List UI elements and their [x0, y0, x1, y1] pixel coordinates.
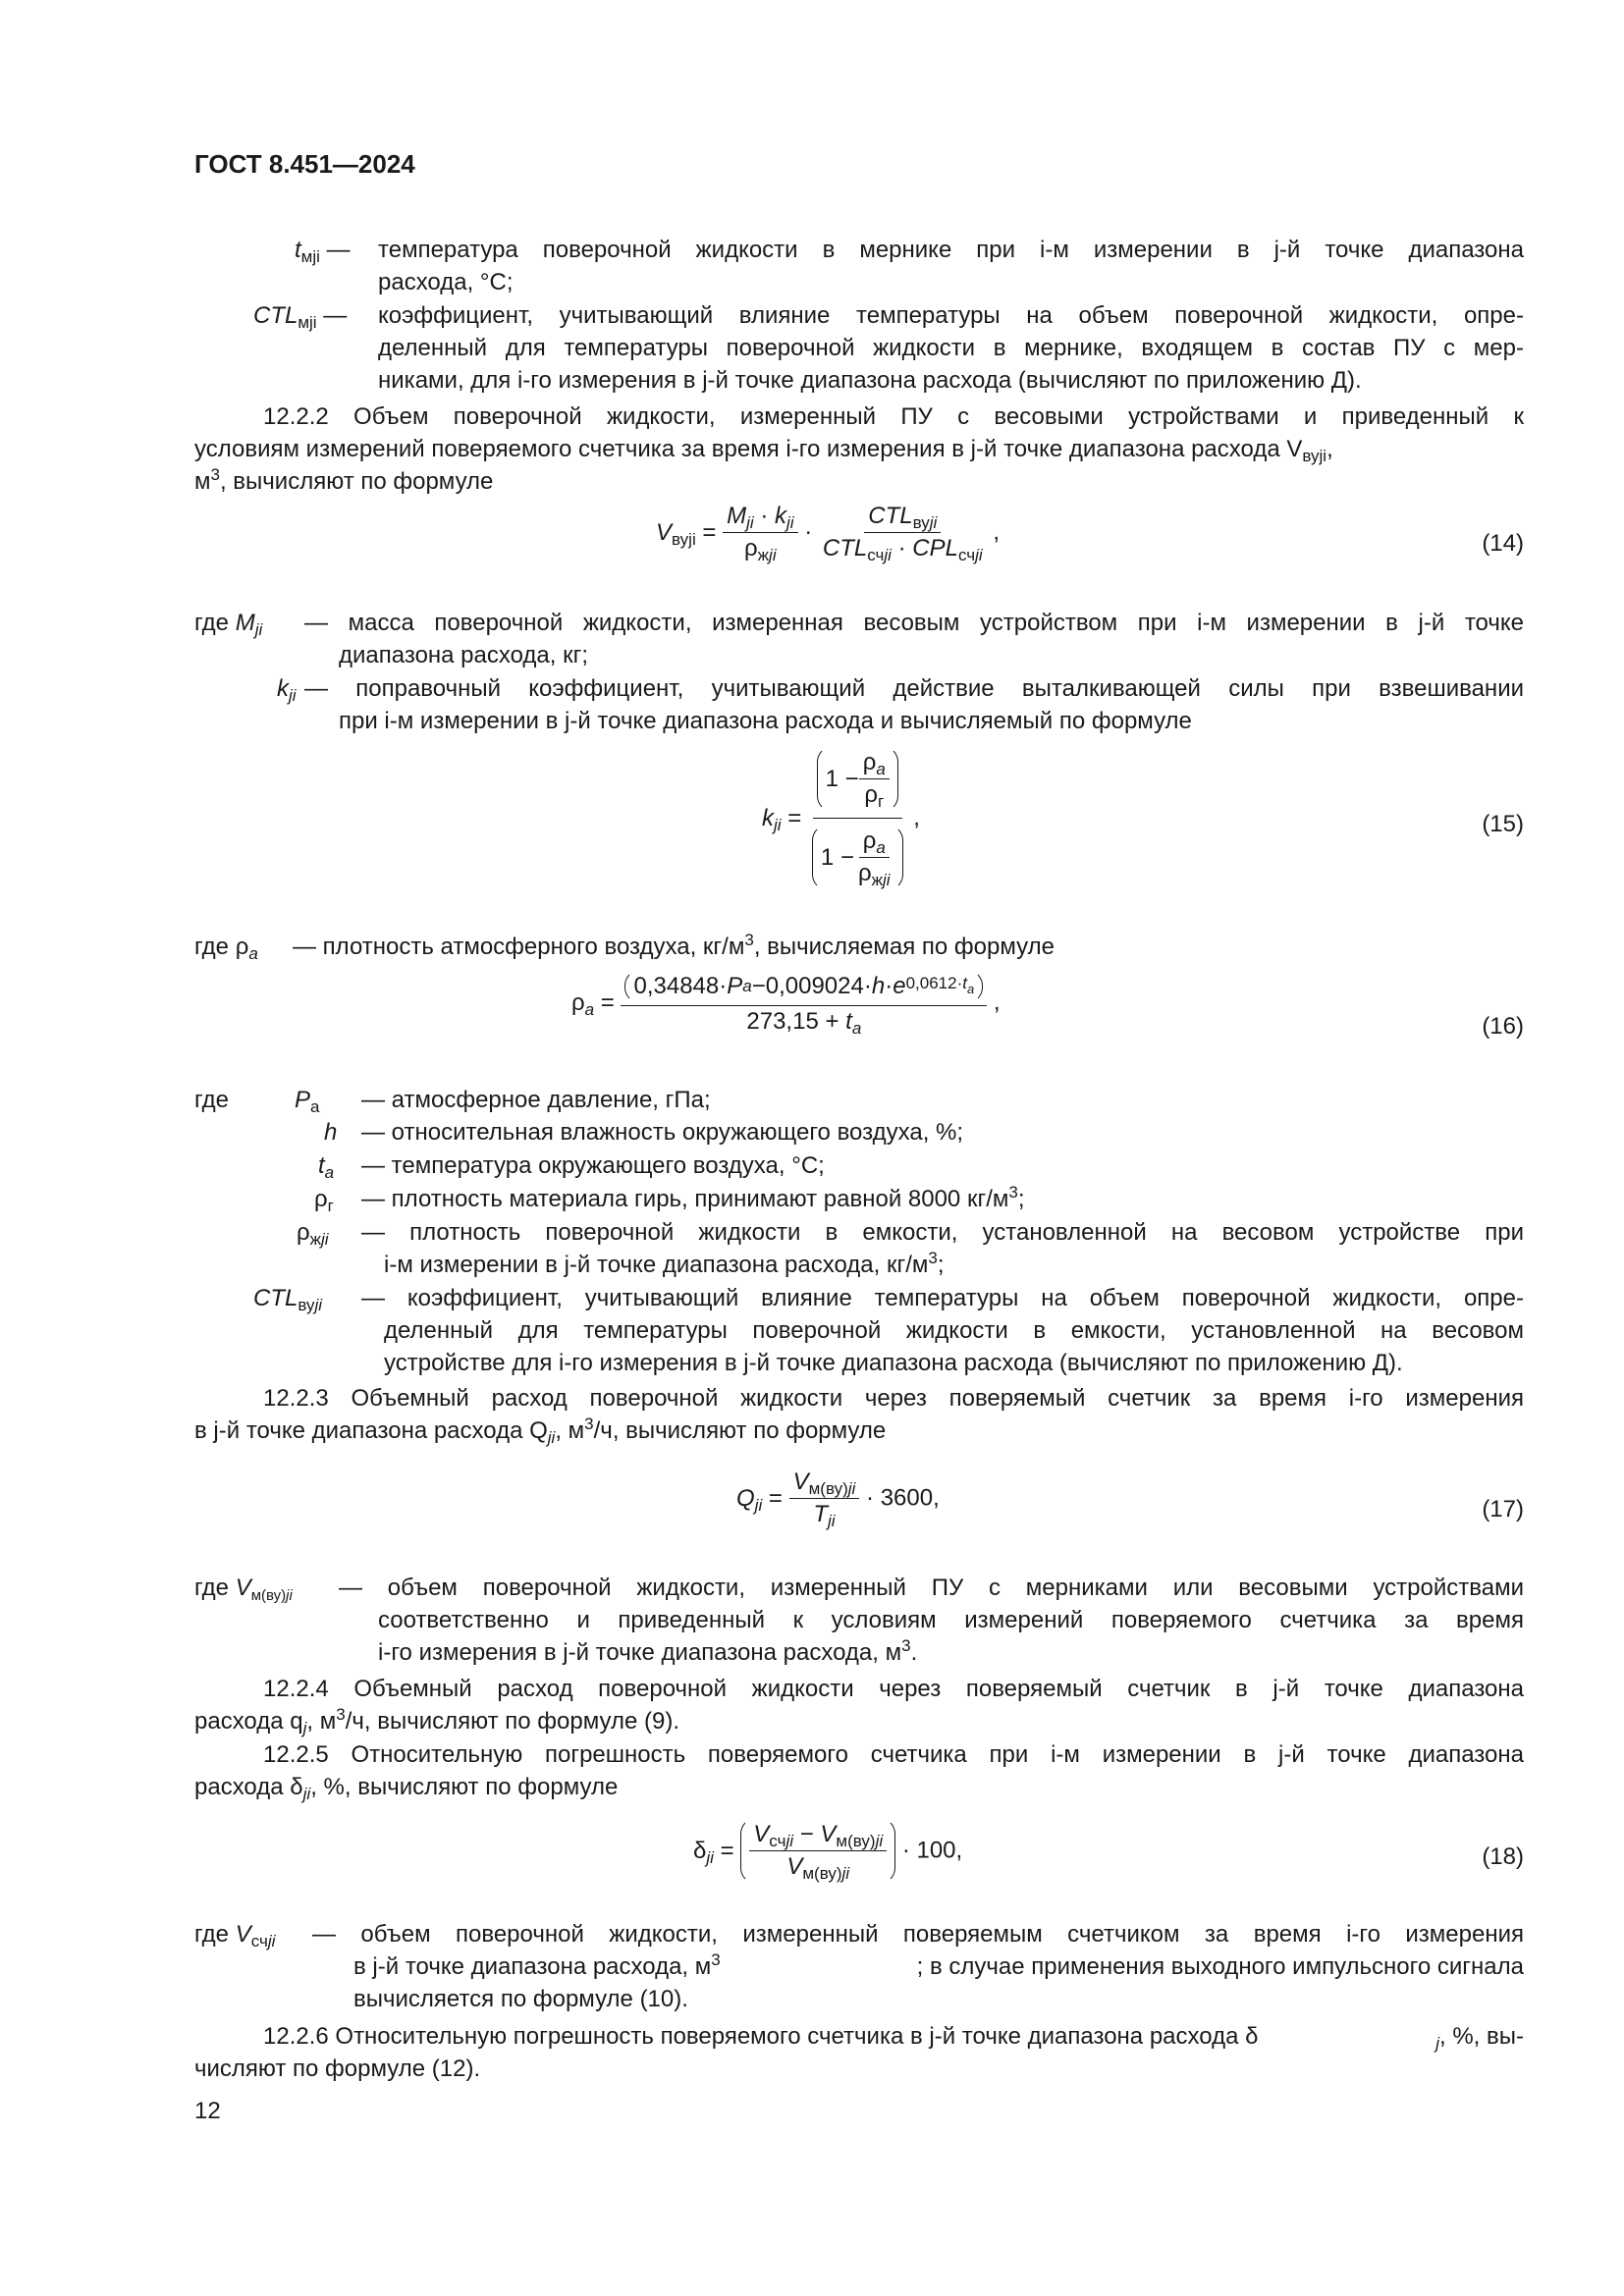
def-text: вычисляется по формуле (10). [353, 1986, 688, 2012]
def-text: — масса поверочной жидкости, измеренная весовым устройством при i-м измерении в j-й точке [304, 610, 1524, 636]
paragraph-12-2-3: 12.2.3 Объемный расход поверочной жидкости через поверяемый счетчик за время i-го измерения [263, 1385, 1524, 1412]
paragraph-12-2-2-line3: $м^3$, вычисляют по формуле [194, 465, 494, 495]
def-text: устройстве для i-го измерения в j-й точке диапазона расхода (вычисляют по приложению Д). [384, 1350, 1403, 1376]
def-symbol-k-ji: $k_{ji}$ [277, 675, 297, 705]
def-text: расхода, °С; [378, 269, 514, 295]
def-text: — коэффициент, учитывающий влияние температуры на объем поверочной жидкости, опре- [361, 1285, 1524, 1311]
formula-17: $Q_{ji}$ = $\frac{V_{м(ву)ji}}{T_{ji}}$ · 3600, [736, 1468, 940, 1530]
paragraph-12-2-6: 12.2.6 Относительную погрешность поверяемого счетчика в j-й точке диапазона расхода δ $_j$, %, вы- [263, 2023, 1524, 2053]
paragraph-12-2-2-line2: условиям измерений поверяемого счетчика за время i-го измерения в j-й точке диапазона расхода $V_{вуji}$, [194, 436, 1333, 465]
def-text: i-го измерения в j-й точке диапазона расхода, $м^3$. [378, 1636, 918, 1666]
equation-number-14: (14) [1482, 530, 1524, 557]
def-text: — объем поверочной жидкости, измеренный поверяемым счетчиком за время i-го измерения [312, 1921, 1524, 1948]
def-text: — атмосферное давление, гПа; [361, 1087, 711, 1113]
def-text: — поправочный коэффициент, учитывающий действие выталкивающей силы при взвешивании [304, 675, 1524, 702]
def-text: коэффициент, учитывающий влияние температуры на объем поверочной жидкости, опре- [378, 302, 1524, 329]
formula-16: $\rho_a$ = 0,34848 · P a − 0,009024 · h · e $0,0612\cdot t_a$ $273,15 + t_a$ , [571, 970, 1001, 1036]
equation-number-18: (18) [1482, 1843, 1524, 1870]
def-symbol-rho-g: $\rho_г$ [314, 1186, 334, 1215]
def-text: — относительная влажность окружающего воздуха, %; [361, 1119, 964, 1146]
def-symbol-V-schji: где $V_{счji}$ [194, 1921, 276, 1950]
def-text: деленный для температуры поверочной жидкости в емкости, установленной на весовом [384, 1317, 1524, 1344]
page-number: 12 [194, 2098, 221, 2124]
paragraph-12-2-3-line2: в j-й точке диапазона расхода $Q_{ji}$, $м^3/ч$, вычисляют по формуле [194, 1415, 887, 1447]
def-text: диапазона расхода, кг; [339, 642, 589, 668]
def-text: деленный для температуры поверочной жидкости в мернике, входящем в состав ПУ с мер- [378, 335, 1524, 361]
def-text: — температура окружающего воздуха, °С; [361, 1152, 825, 1179]
def-symbol-ctl-mji: $CTL_{мji}$ — [253, 302, 348, 332]
paragraph-12-2-2: 12.2.2 Объем поверочной жидкости, измеренный ПУ с весовыми устройствами и приведенный к [263, 403, 1524, 430]
def-text: — плотность поверочной жидкости в емкости, установленной на весовом устройстве при [361, 1219, 1524, 1246]
equation-number-15: (15) [1482, 811, 1524, 837]
def-text: никами, для i-го измерения в j-й точке диапазона расхода (вычисляют по приложению Д). [378, 367, 1362, 394]
def-text: — плотность атмосферного воздуха, $кг/м^3$, вычисляемая по формуле [293, 931, 1055, 960]
equation-number-17: (17) [1482, 1496, 1524, 1522]
defs-prefix: где [194, 1087, 230, 1113]
def-text: — плотность материала гирь, принимают равной 8000 $кг/м^3$; [361, 1183, 1025, 1212]
formula-14: $V_{вуji}$ = $\frac{M_{ji} \cdot k_{ji}}{\rho_{жji}}$ · $\frac{CTL_{вуji}}{CTL_{счji} \cdot CPL_{счji}}$ , [656, 503, 1001, 564]
def-symbol-t-mji: $t_{мji}$ — [295, 237, 351, 266]
def-text: в j-й точке диапазона расхода, $м^3$ ; в случае применения выходного импульсного сигнала [353, 1950, 1524, 1980]
def-text: соответственно и приведенный к условиям измерений поверяемого счетчика за время [378, 1607, 1524, 1633]
def-symbol-V-m-vu-ji: где $V_{м(ву)ji}$ [194, 1575, 293, 1604]
paragraph-12-2-4-line2: расхода $q_j$, $м^3/ч$, вычисляют по формуле (9). [194, 1705, 679, 1737]
paragraph-12-2-4: 12.2.4 Объемный расход поверочной жидкости через поверяемый счетчик в j-й точке диапазона [263, 1676, 1524, 1702]
def-symbol-ctl-vuji: $CTL_{вуji}$ [253, 1285, 323, 1314]
def-text: температура поверочной жидкости в мернике при i-м измерении в j-й точке диапазона [378, 237, 1524, 263]
def-symbol-M-ji: где $M_{ji}$ [194, 610, 263, 639]
paragraph-12-2-5-line2: расхода $\delta_{ji}$, %, вычисляют по формуле [194, 1774, 619, 1803]
paragraph-12-2-5: 12.2.5 Относительную погрешность поверяемого счетчика при i-м измерении в j-й точке диапазона [263, 1741, 1524, 1768]
def-symbol-P-a: $P_a$ [295, 1087, 320, 1116]
def-text: — объем поверочной жидкости, измеренный ПУ с мерниками или весовыми устройствами [339, 1575, 1524, 1601]
def-text: i-м измерении в j-й точке диапазона расхода, $кг/м^3$; [384, 1249, 945, 1278]
paragraph-12-2-6-line2: числяют по формуле (12). [194, 2056, 481, 2082]
def-symbol-h: h [324, 1119, 338, 1146]
def-symbol-t-a: $t_a$ [318, 1152, 335, 1182]
def-text: при i-м измерении в j-й точке диапазона расхода и вычисляемый по формуле [339, 708, 1192, 734]
formula-18: $\delta_{ji}$ = $\frac{V_{счji} - V_{м(ву)ji}}{V_{м(ву)ji}}$ · 100, [693, 1818, 962, 1884]
equation-number-16: (16) [1482, 1013, 1524, 1040]
def-symbol-rho-a: где $\rho_a$ [194, 934, 258, 963]
def-symbol-rho-zhji: $\rho_{жji}$ [297, 1219, 329, 1249]
formula-15: $k_{ji}$ = 1 − $\frac{\rho_a}{\rho_г}$ 1 − $\frac{\rho_a}{\rho_{жji}}$ , [762, 746, 920, 890]
document-header: ГОСТ 8.451—2024 [194, 149, 415, 179]
